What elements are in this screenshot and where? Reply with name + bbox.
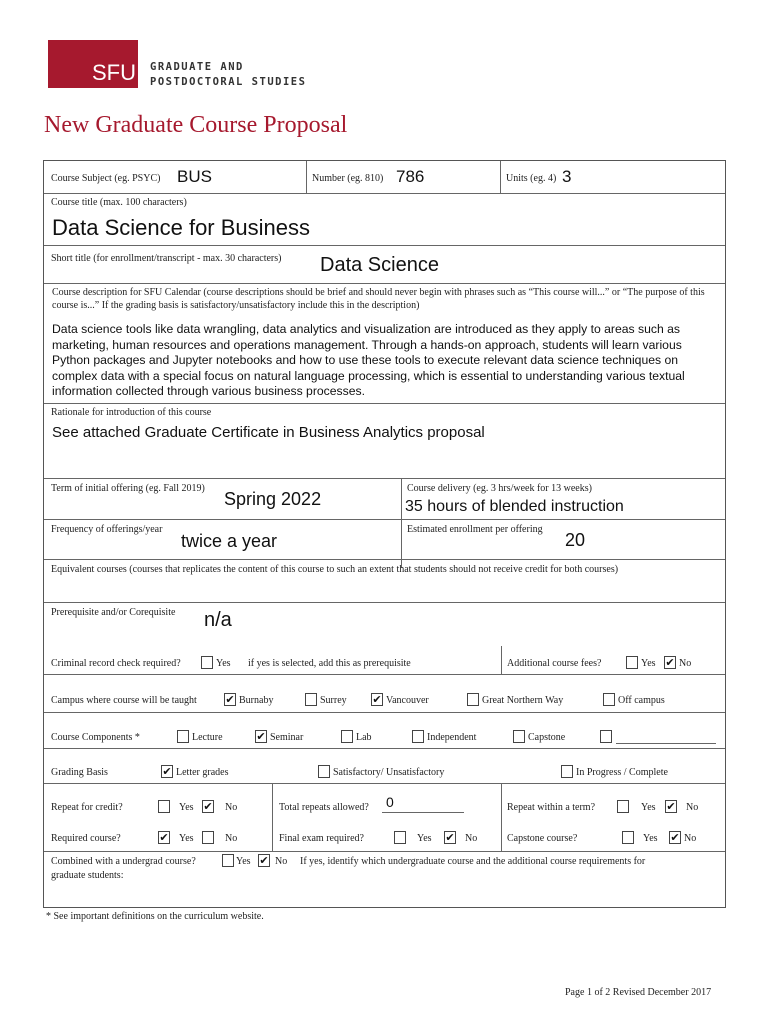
combined-yes-label: Yes (236, 856, 251, 867)
capstone-yes-label: Yes (643, 833, 658, 844)
footnote: * See important definitions on the curriculum website. (46, 911, 264, 922)
final-exam-yes-checkbox[interactable] (394, 831, 406, 844)
total-repeats-label: Total repeats allowed? (279, 802, 369, 813)
repeat-no-checkbox[interactable]: ✔ (203, 800, 213, 813)
sfu-logo (48, 40, 138, 88)
burnaby-label: Burnaby (239, 695, 274, 706)
number-label: Number (eg. 810) (312, 173, 384, 184)
frequency-field[interactable]: twice a year (181, 531, 278, 551)
total-repeats-field[interactable]: 0 (386, 794, 394, 810)
criminal-label: Criminal record check required? (51, 658, 181, 669)
in-progress-checkbox[interactable] (561, 765, 573, 778)
dept-line-2: POSTDOCTORAL STUDIES (150, 76, 307, 88)
enrollment-label: Estimated enrollment per offering (407, 524, 543, 535)
lab-checkbox[interactable] (341, 730, 353, 743)
page-number: Page 1 of 2 Revised December 2017 (565, 987, 712, 998)
gnw-checkbox[interactable] (467, 693, 479, 706)
repeat-label: Repeat for credit? (51, 802, 123, 813)
off-campus-label: Off campus (618, 695, 665, 706)
combined-note-2: graduate students: (51, 870, 124, 881)
letter-grades-label: Letter grades (176, 767, 229, 778)
logo-text: SFU (92, 60, 136, 85)
title-label: Course title (max. 100 characters) (51, 197, 187, 208)
short-title-field[interactable]: Data Science (320, 254, 439, 276)
repeat-term-yes-label: Yes (641, 802, 656, 813)
in-progress-label: In Progress / Complete (576, 767, 668, 778)
capstone-no-checkbox[interactable]: ✔ (670, 831, 680, 844)
enrollment-field[interactable]: 20 (565, 530, 586, 550)
capstone-no-label: No (684, 833, 697, 844)
sat-unsat-label: Satisfactory/ Unsatisfactory (333, 767, 445, 778)
dept-line-1: GRADUATE AND (150, 61, 244, 73)
prereq-label: Prerequisite and/or Corequisite (51, 607, 176, 618)
units-field[interactable]: 3 (562, 167, 572, 186)
required-no-label: No (225, 833, 238, 844)
required-yes-label: Yes (179, 833, 194, 844)
repeat-no-label: No (225, 802, 238, 813)
criminal-note: if yes is selected, add this as prerequisite (248, 658, 411, 669)
fees-no-label: No (679, 658, 692, 669)
units-label: Units (eg. 4) (506, 173, 557, 184)
fees-yes-checkbox[interactable] (626, 656, 638, 669)
surrey-checkbox[interactable] (305, 693, 317, 706)
prereq-field[interactable]: n/a (204, 609, 232, 631)
number-field[interactable]: 786 (396, 167, 425, 186)
required-no-checkbox[interactable] (202, 831, 214, 844)
form-title: New Graduate Course Proposal (44, 112, 348, 138)
repeat-yes-label: Yes (179, 802, 194, 813)
capstone-label: Capstone (528, 732, 566, 743)
letter-grades-checkbox[interactable]: ✔ (162, 765, 172, 778)
lab-label: Lab (356, 732, 372, 743)
final-exam-no-label: No (465, 833, 478, 844)
fees-yes-label: Yes (641, 658, 656, 669)
vancouver-label: Vancouver (386, 695, 429, 706)
independent-label: Independent (427, 732, 477, 743)
repeat-term-no-checkbox[interactable]: ✔ (666, 800, 676, 813)
sat-unsat-checkbox[interactable] (318, 765, 330, 778)
department-name (150, 60, 306, 90)
subject-field[interactable]: BUS (177, 167, 212, 186)
course-proposal-form (43, 160, 726, 908)
vancouver-checkbox[interactable]: ✔ (372, 693, 382, 706)
independent-checkbox[interactable] (412, 730, 424, 743)
repeat-term-yes-checkbox[interactable] (617, 800, 629, 813)
equivalent-label: Equivalent courses (courses that replicates the content of this course to such an extent that students should not receive credit for both courses) (51, 564, 619, 575)
capstone-checkbox[interactable] (513, 730, 525, 743)
off-campus-checkbox[interactable] (603, 693, 615, 706)
short-title-label: Short title (for enrollment/transcript - max. 30 characters) (51, 253, 282, 264)
final-exam-label: Final exam required? (279, 833, 364, 844)
rationale-label: Rationale for introduction of this course (51, 407, 212, 418)
grading-label: Grading Basis (51, 767, 108, 778)
frequency-label: Frequency of offerings/year (51, 524, 163, 535)
criminal-yes-label: Yes (216, 658, 231, 669)
components-label: Course Components * (51, 732, 140, 743)
campus-label: Campus where course will be taught (51, 695, 197, 706)
description-label: Course description for SFU Calendar (course descriptions should be brief and should never begin with phrases such as “This course will...” or “The purpose of this course is...” If the grading basis is satisfactory/unsatisfactory include this in the description) (52, 287, 705, 311)
repeat-term-no-label: No (686, 802, 699, 813)
other-component-checkbox[interactable] (600, 730, 612, 743)
combined-label: Combined with a undergrad course? (51, 856, 196, 867)
lecture-label: Lecture (192, 732, 223, 743)
surrey-label: Surrey (320, 695, 347, 706)
combined-yes-checkbox[interactable] (222, 854, 234, 867)
required-label: Required course? (51, 833, 121, 844)
lecture-checkbox[interactable] (177, 730, 189, 743)
burnaby-checkbox[interactable]: ✔ (225, 693, 235, 706)
repeat-term-label: Repeat within a term? (507, 802, 596, 813)
additional-fees-label: Additional course fees? (507, 658, 602, 669)
delivery-field[interactable]: 35 hours of blended instruction (405, 498, 624, 515)
final-exam-no-checkbox[interactable]: ✔ (445, 831, 455, 844)
fees-no-checkbox[interactable]: ✔ (665, 656, 675, 669)
gnw-label: Great Northern Way (482, 695, 564, 706)
term-field[interactable]: Spring 2022 (224, 489, 322, 509)
criminal-yes-checkbox[interactable] (201, 656, 213, 669)
title-field[interactable]: Data Science for Business (52, 215, 311, 240)
seminar-label: Seminar (270, 732, 304, 743)
other-component-field[interactable] (616, 743, 716, 744)
subject-label: Course Subject (eg. PSYC) (51, 173, 161, 184)
seminar-checkbox[interactable]: ✔ (256, 730, 266, 743)
combined-no-checkbox[interactable]: ✔ (259, 854, 269, 867)
combined-no-label: No (275, 856, 288, 867)
term-label: Term of initial offering (eg. Fall 2019) (51, 483, 205, 494)
repeat-yes-checkbox[interactable] (158, 800, 170, 813)
required-yes-checkbox[interactable]: ✔ (159, 831, 169, 844)
rationale-field[interactable]: See attached Graduate Certificate in Business Analytics proposal (52, 424, 485, 441)
capstone-yes-checkbox[interactable] (622, 831, 634, 844)
delivery-label: Course delivery (eg. 3 hrs/week for 13 weeks) (407, 483, 592, 494)
final-exam-yes-label: Yes (417, 833, 432, 844)
combined-note: If yes, identify which undergraduate course and the additional course requirements for (300, 856, 646, 867)
description-field[interactable]: Data science tools like data wrangling, data analytics and visualization are introduced as they apply to areas such as marketing, human resources and operations management. Through a hands-on approach, students will learn various Python packages and Jupyter notebooks and how to use these tools to execute relevant data science techniques on complex data with a special focus on natural language processing, which is essential to understanding various textual information collected through various business processes. (52, 322, 685, 399)
capstone-course-label: Capstone course? (507, 833, 578, 844)
